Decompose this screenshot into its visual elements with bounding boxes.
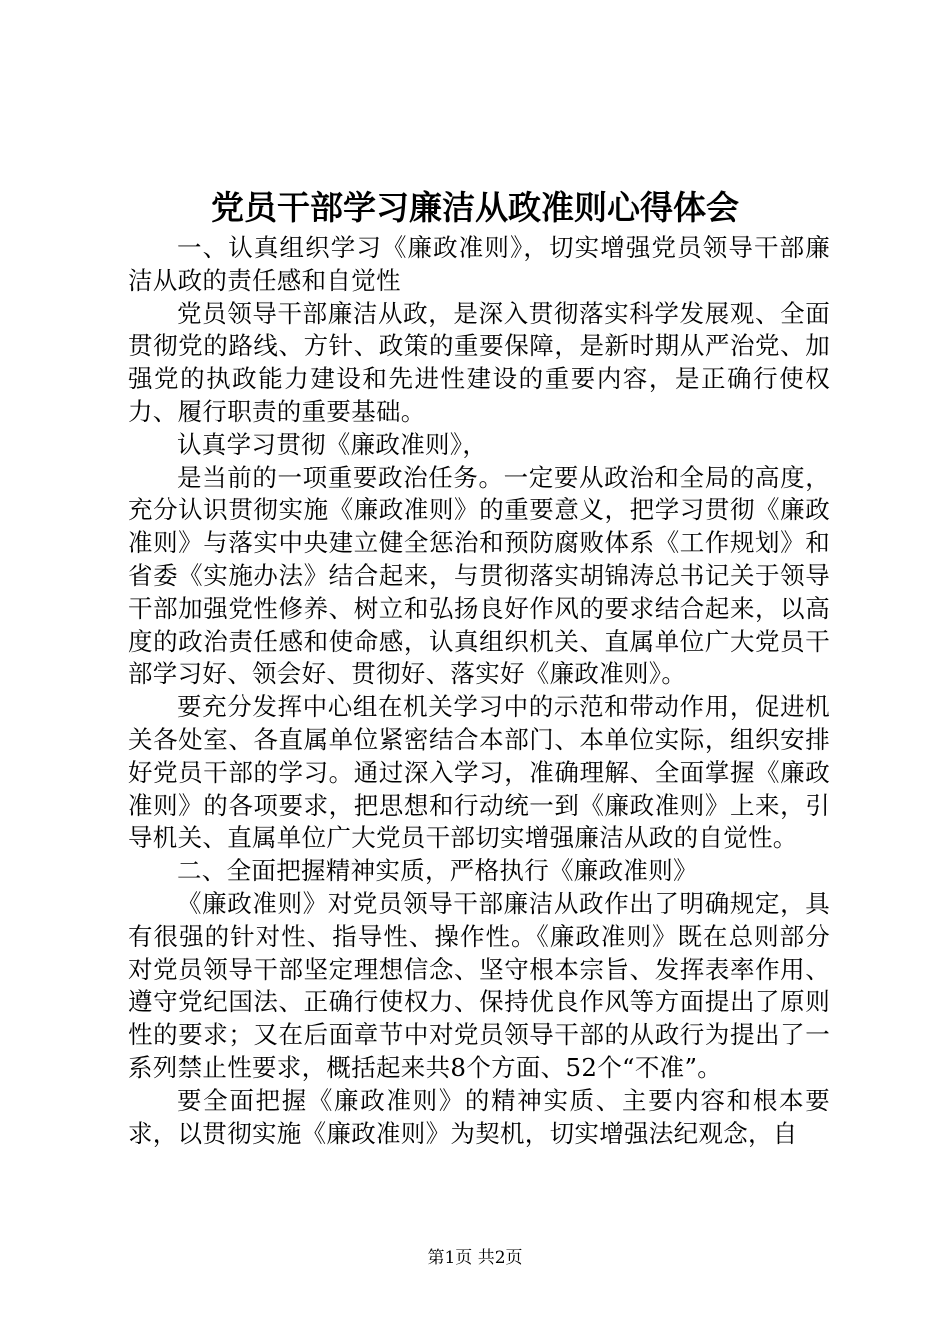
section-heading-1: 一、认真组织学习《廉政准则》，切实增强党员领导干部廉洁从政的责任感和自觉性 (128, 233, 830, 295)
body-paragraph: 《廉政准则》对党员领导干部廉洁从政作出了明确规定，具有很强的针对性、指导性、操作性。《廉政准则》既在总则部分对党员领导干部坚定理想信念、坚守根本宗旨、发挥表率作用、遵守党纪国法、正确行使权力、保持优良作风等方面提出了原则性的要求；又在后面章节中对党员领导干部的从政行为提出了一系列禁止性要求，概括起来共8个方面、52个“不准”。 (128, 888, 830, 1082)
section-heading-2: 二、全面把握精神实质，严格执行《廉政准则》 (177, 856, 698, 886)
body-paragraph: 认真学习贯彻《廉政准则》， (177, 429, 488, 459)
document-body (128, 232, 830, 1150)
body-paragraph: 要充分发挥中心组在机关学习中的示范和带动作用，促进机关各处室、各直属单位紧密结合本部门、本单位实际，组织安排好党员干部的学习。通过深入学习，准确理解、全面掌握《廉政准则》的各项要求，把思想和行动统一到《廉政准则》上来，引导机关、直属单位广大党员干部切实增强廉洁从政的自觉性。 (128, 692, 830, 853)
body-paragraph: 党员领导干部廉洁从政，是深入贯彻落实科学发展观、全面贯彻党的路线、方针、政策的重要保障，是新时期从严治党、加强党的执政能力建设和先进性建设的重要内容，是正确行使权力、履行职责的重要基础。 (128, 298, 830, 426)
document-title: 党员干部学习廉洁从政准则心得体会 (211, 188, 739, 227)
page-number-footer: 第1页 共2页 (427, 1248, 523, 1268)
body-paragraph: 要全面把握《廉政准则》的精神实质、主要内容和根本要求，以贯彻实施《廉政准则》为契机，切实增强法纪观念，自 (128, 1085, 830, 1148)
body-paragraph: 是当前的一项重要政治任务。一定要从政治和全局的高度，充分认识贯彻实施《廉政准则》的重要意义，把学习贯彻《廉政准则》与落实中央建立健全惩治和预防腐败体系《工作规划》和省委《实施办法》结合起来，与贯彻落实胡锦涛总书记关于领导干部加强党性修养、树立和弘扬良好作风的要求结合起来，以高度的政治责任感和使命感，认真组织机关、直属单位广大党员干部学习好、领会好、贯彻好、落实好《廉政准则》。 (128, 462, 830, 689)
